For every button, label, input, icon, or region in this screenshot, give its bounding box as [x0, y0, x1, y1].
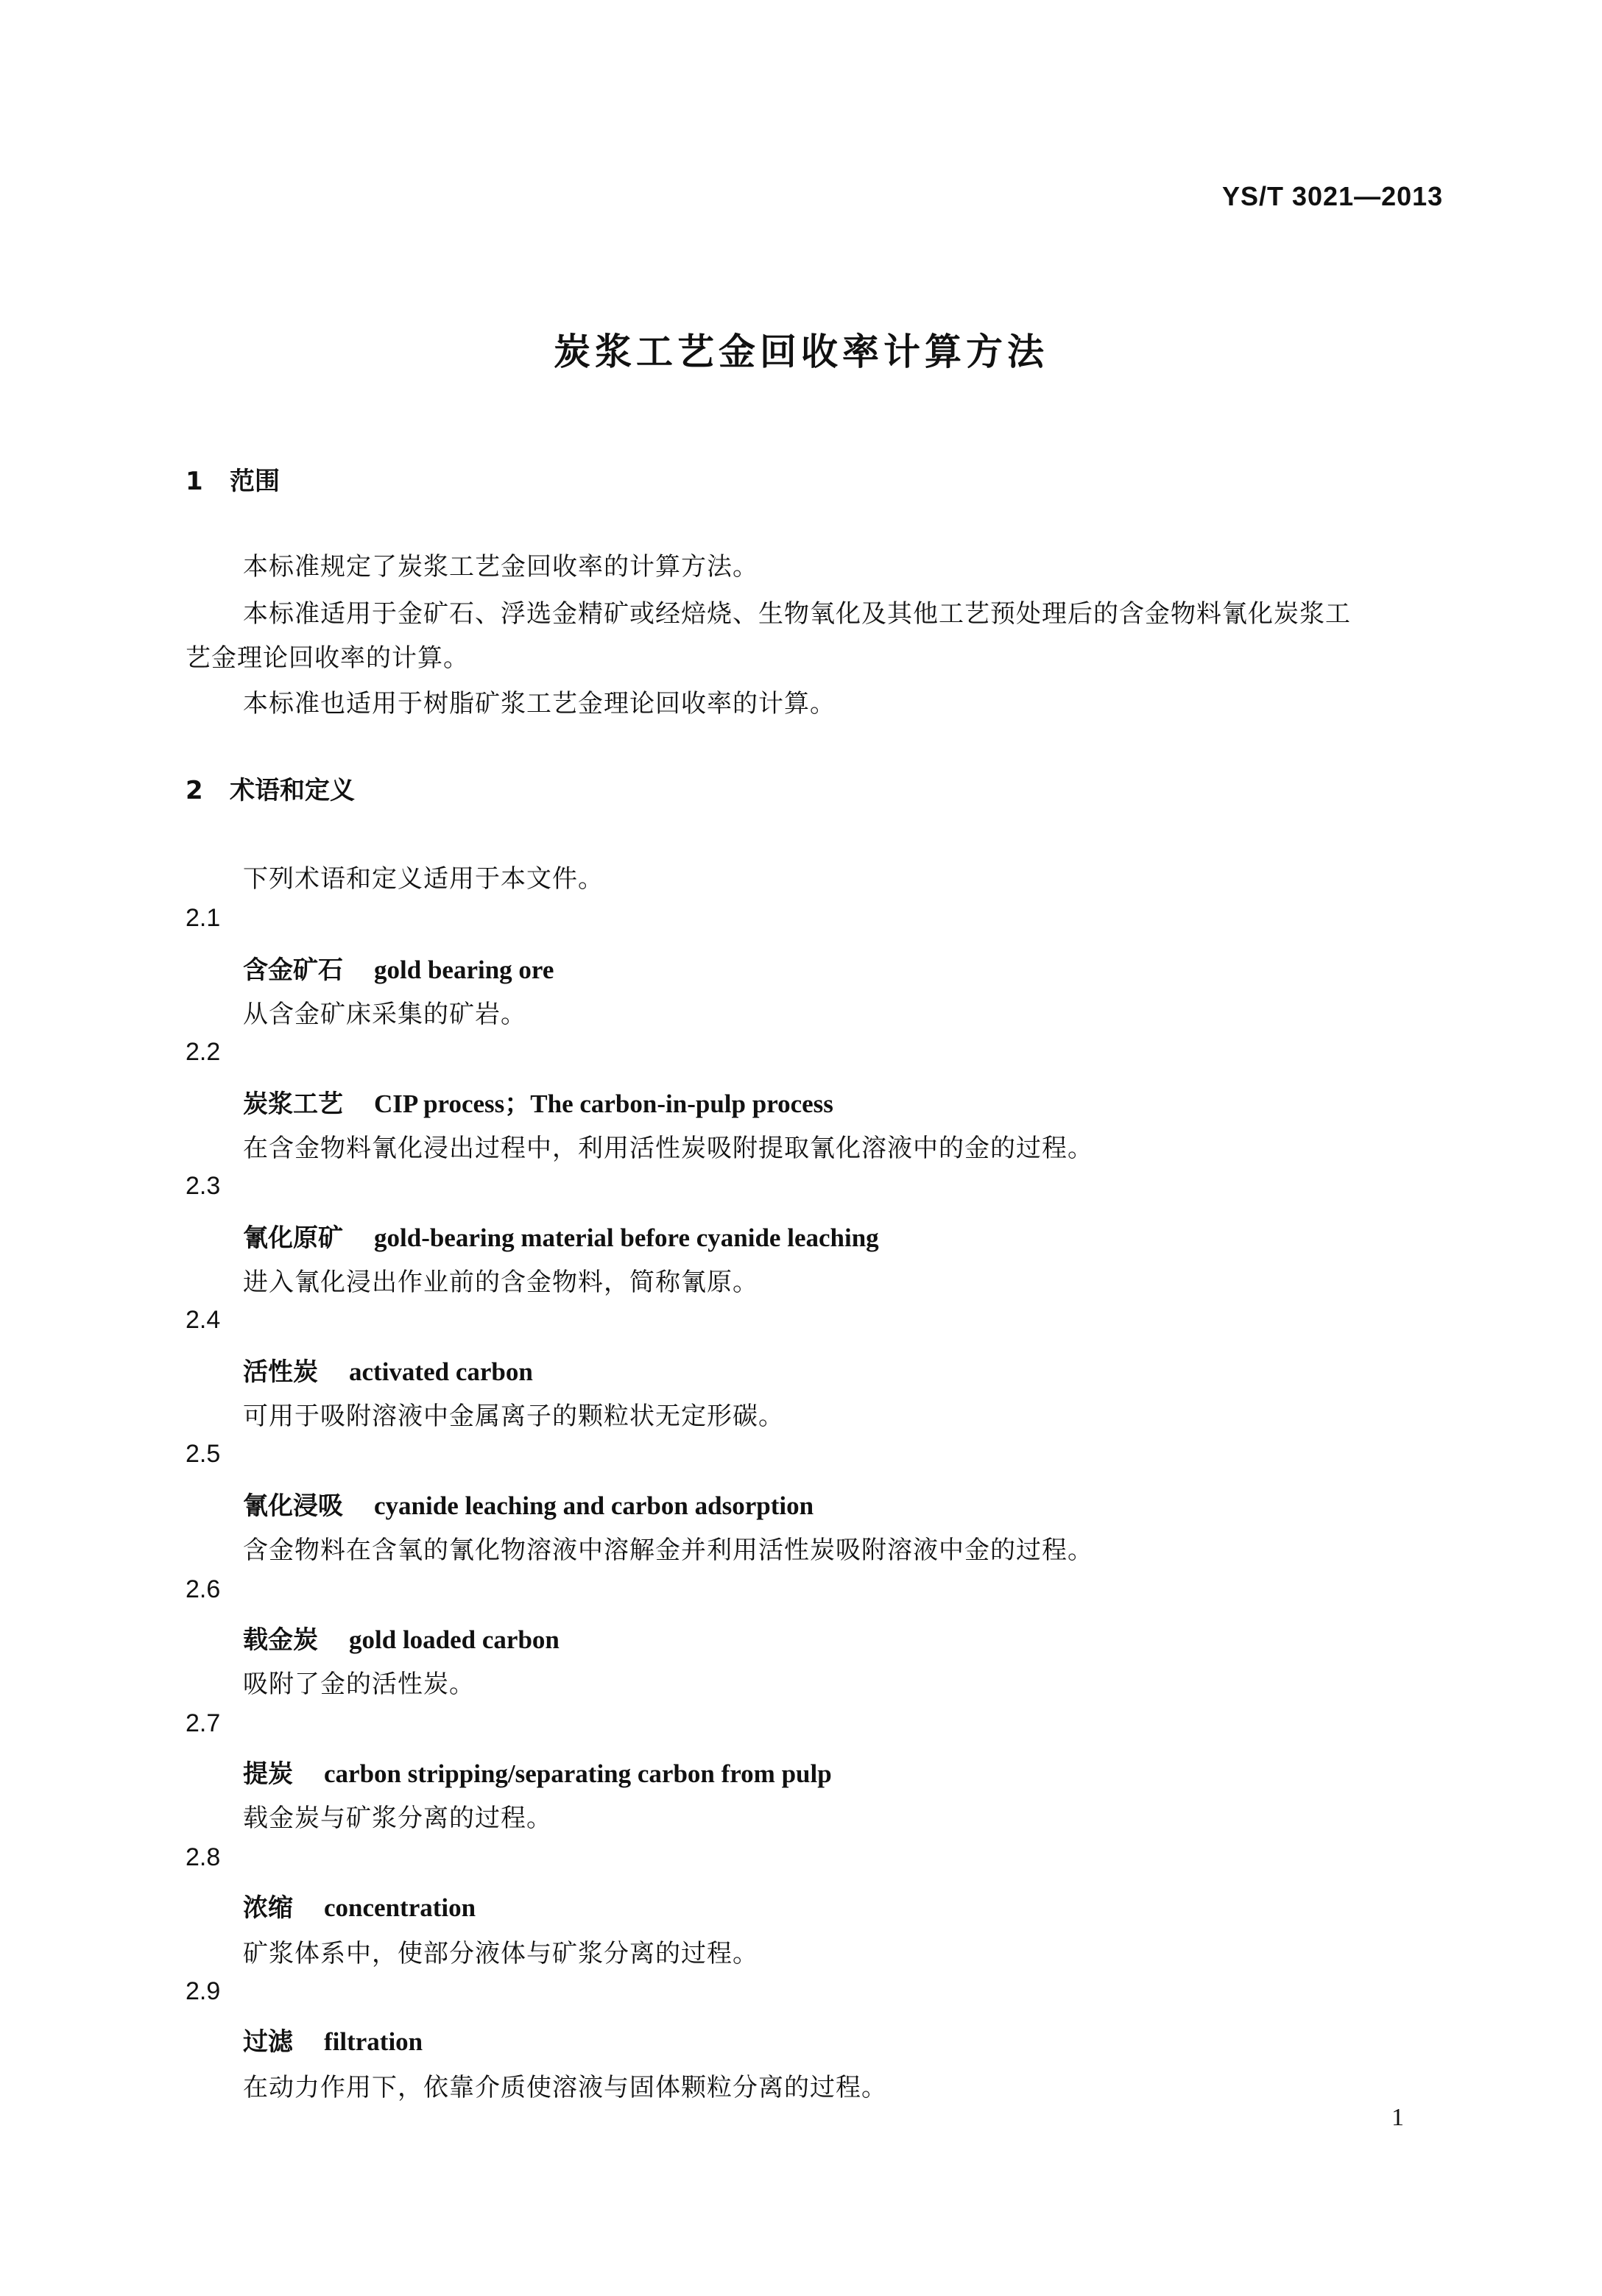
section-2-title: 术语和定义 — [230, 776, 355, 805]
standard-code: YS/T 3021—2013 — [1222, 181, 1444, 211]
term-heading — [243, 1753, 832, 1790]
term-number: 2.1 — [186, 904, 221, 932]
term-heading — [243, 2021, 423, 2057]
term-chinese: 提炭 — [243, 1759, 293, 1789]
page-number: 1 — [1391, 2104, 1404, 2131]
section-2-number: 2 — [186, 776, 203, 805]
section-1-paragraph: 本标准适用于金矿石、浮选金精矿或经焙烧、生物氧化及其他工艺预处理后的含金物料氰化炭浆工 — [243, 599, 1351, 629]
term-chinese: 氰化浸吸 — [243, 1491, 343, 1521]
section-1-title: 范围 — [230, 467, 280, 496]
term-number: 2.7 — [186, 1709, 221, 1737]
term-heading — [243, 1084, 833, 1120]
term-heading — [243, 1486, 814, 1522]
term-definition: 载金炭与矿浆分离的过程。 — [243, 1804, 552, 1833]
term-english: concentration — [324, 1893, 476, 1922]
section-1-number: 1 — [186, 467, 203, 496]
term-definition: 在含金物料氰化浸出过程中，利用活性炭吸附提取氰化溶液中的金的过程。 — [243, 1134, 1093, 1163]
term-number: 2.3 — [186, 1172, 221, 1200]
term-chinese: 炭浆工艺 — [243, 1089, 343, 1119]
term-definition: 含金物料在含氧的氰化物溶液中溶解金并利用活性炭吸附溶液中金的过程。 — [243, 1536, 1093, 1565]
section-1-paragraph: 本标准规定了炭浆工艺金回收率的计算方法。 — [243, 552, 758, 582]
term-number: 2.5 — [186, 1440, 221, 1468]
term-definition: 吸附了金的活性炭。 — [243, 1670, 475, 1699]
section-2-intro: 下列术语和定义适用于本文件。 — [243, 864, 604, 894]
term-english: filtration — [324, 2027, 423, 2056]
section-2-heading — [186, 770, 355, 806]
term-definition: 进入氰化浸出作业前的含金物料，简称氰原。 — [243, 1268, 758, 1297]
term-chinese: 浓缩 — [243, 1893, 293, 1923]
document-title: 炭浆工艺金回收率计算方法 — [554, 331, 1048, 373]
term-english: cyanide leaching and carbon adsorption — [374, 1491, 814, 1520]
term-heading — [243, 1352, 533, 1388]
term-english: carbon stripping/separating carbon from pulp — [324, 1759, 832, 1788]
term-number: 2.6 — [186, 1575, 221, 1603]
term-english: gold loaded carbon — [349, 1625, 560, 1654]
term-chinese: 载金炭 — [243, 1625, 318, 1655]
term-chinese: 过滤 — [243, 2027, 293, 2057]
term-english: gold bearing ore — [374, 956, 554, 984]
term-definition: 可用于吸附溶液中金属离子的颗粒状无定形碳。 — [243, 1402, 784, 1431]
term-definition: 从含金矿床采集的矿岩。 — [243, 1000, 526, 1029]
section-1-paragraph: 艺金理论回收率的计算。 — [186, 643, 469, 673]
term-heading — [243, 1619, 560, 1656]
term-heading — [243, 1218, 879, 1254]
term-heading — [243, 950, 554, 986]
term-number: 2.9 — [186, 1977, 221, 2005]
term-english: gold-bearing material before cyanide leaching — [374, 1223, 879, 1252]
term-english: CIP process；The carbon-in-pulp process — [374, 1089, 833, 1118]
term-number: 2.8 — [186, 1843, 221, 1871]
term-definition: 在动力作用下，依靠介质使溶液与固体颗粒分离的过程。 — [243, 2073, 887, 2102]
term-chinese: 含金矿石 — [243, 956, 343, 985]
term-number: 2.4 — [186, 1306, 221, 1334]
term-english: activated carbon — [349, 1357, 533, 1386]
term-number: 2.2 — [186, 1038, 221, 1066]
term-chinese: 活性炭 — [243, 1357, 318, 1387]
term-heading — [243, 1887, 476, 1924]
section-1-heading — [186, 461, 280, 497]
term-chinese: 氰化原矿 — [243, 1223, 343, 1253]
section-1-paragraph: 本标准也适用于树脂矿浆工艺金理论回收率的计算。 — [243, 689, 836, 718]
term-definition: 矿浆体系中，使部分液体与矿浆分离的过程。 — [243, 1939, 758, 1968]
